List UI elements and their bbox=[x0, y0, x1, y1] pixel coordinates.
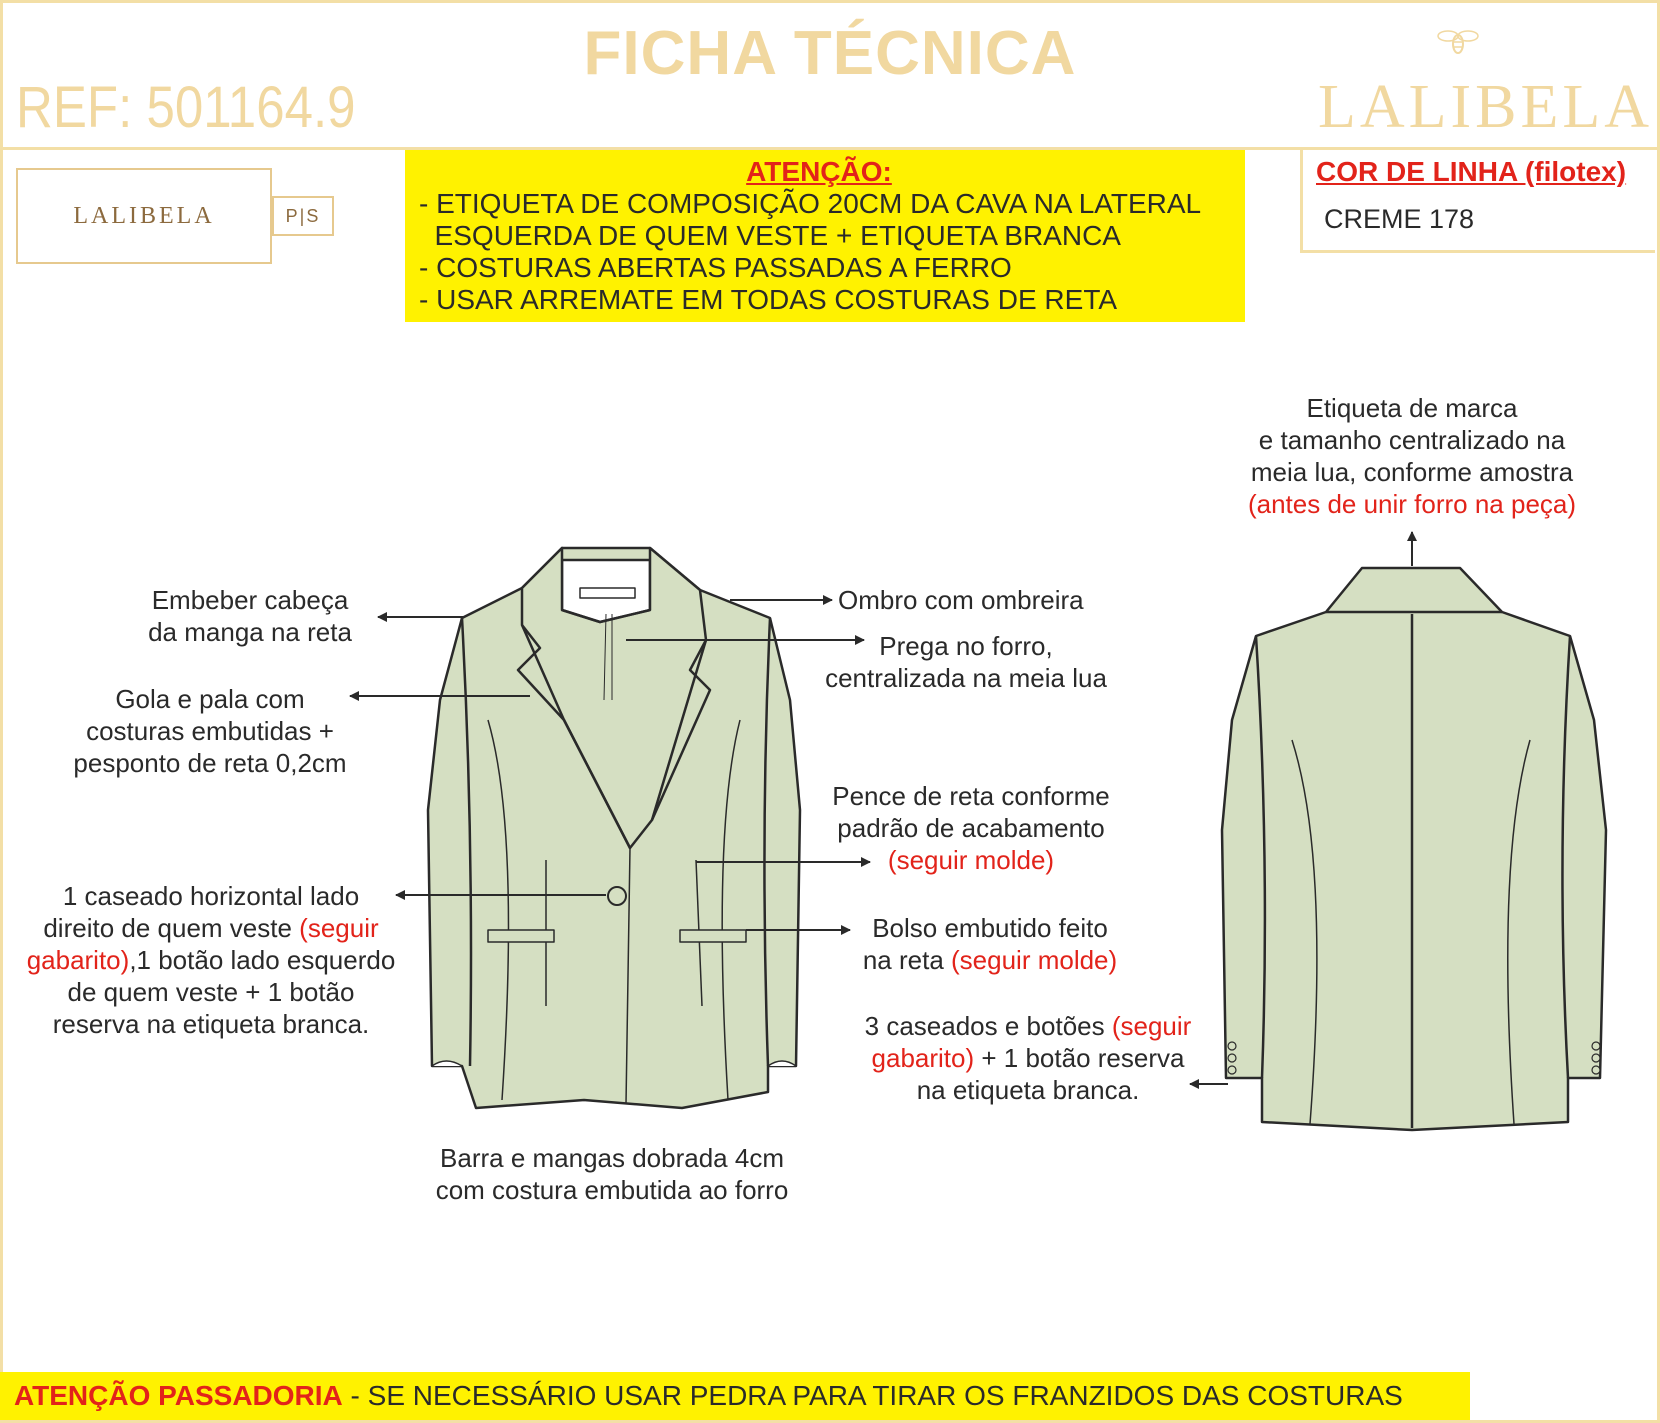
note-line: da manga na reta bbox=[148, 617, 352, 647]
note-line: costuras embutidas + bbox=[86, 716, 334, 746]
note-line bbox=[836, 1042, 1220, 1074]
note-line: Pence de reta conforme bbox=[832, 781, 1110, 811]
attention-line: - ETIQUETA DE COMPOSIÇÃO 20CM DA CAVA NA LATERAL bbox=[419, 188, 1202, 219]
note-bolso bbox=[840, 912, 1140, 976]
note-text: ,1 botão lado esquerdo bbox=[129, 945, 396, 975]
note-line: Gola e pala com bbox=[115, 684, 305, 714]
note-line: centralizada na meia lua bbox=[825, 663, 1107, 693]
note-text: 3 caseados e botões bbox=[864, 1011, 1112, 1041]
note-ombro bbox=[838, 584, 1084, 616]
note-line: de quem veste + 1 botão bbox=[67, 977, 355, 1007]
note-text: direito de quem veste bbox=[43, 913, 300, 943]
attention-line: - USAR ARREMATE EM TODAS COSTURAS DE RETA bbox=[419, 284, 1118, 315]
note-line bbox=[840, 944, 1140, 976]
note-line: padrão de acabamento bbox=[837, 813, 1105, 843]
note-line: e tamanho centralizado na bbox=[1258, 425, 1566, 455]
note-text: + 1 botão reserva bbox=[974, 1043, 1185, 1073]
footer-text: - SE NECESSÁRIO USAR PEDRA PARA TIRAR OS FRANZIDOS DAS COSTURAS bbox=[342, 1380, 1403, 1411]
thread-color-value: CREME 178 bbox=[1324, 204, 1475, 234]
note-line bbox=[836, 1010, 1220, 1042]
attention-line: ESQUERDA DE QUEM VESTE + ETIQUETA BRANCA bbox=[419, 220, 1121, 251]
note-barra bbox=[412, 1142, 812, 1206]
footer-label: ATENÇÃO PASSADORIA bbox=[14, 1380, 343, 1411]
note-pence bbox=[816, 780, 1126, 876]
note-gola bbox=[60, 683, 360, 779]
note-line: Ombro com ombreira bbox=[838, 585, 1084, 615]
brand-label: LALIBELA bbox=[16, 168, 272, 264]
note-text-red: gabarito) bbox=[26, 945, 130, 975]
note-line: 1 caseado horizontal lado bbox=[62, 881, 360, 911]
note-line: Etiqueta de marca bbox=[1306, 393, 1518, 423]
note-caseado bbox=[6, 880, 416, 1040]
note-line: (seguir molde) bbox=[887, 845, 1055, 875]
note-text-red: (seguir bbox=[1111, 1011, 1192, 1041]
attention-line: - COSTURAS ABERTAS PASSADAS A FERRO bbox=[419, 252, 1012, 283]
note-line: Embeber cabeça bbox=[151, 585, 349, 615]
note-text-red: (seguir bbox=[299, 913, 379, 943]
note-3caseados bbox=[836, 1010, 1220, 1106]
size-tab: P|S bbox=[272, 196, 334, 236]
note-line: (antes de unir forro na peça) bbox=[1247, 489, 1577, 519]
note-prega bbox=[806, 630, 1126, 694]
note-line: reserva na etiqueta branca. bbox=[52, 1009, 370, 1039]
note-line bbox=[6, 912, 416, 944]
note-line bbox=[6, 944, 416, 976]
note-line: Barra e mangas dobrada 4cm bbox=[440, 1143, 784, 1173]
note-etiqueta bbox=[1222, 392, 1602, 520]
footer-warning bbox=[0, 1372, 1470, 1420]
attention-heading: ATENÇÃO: bbox=[746, 156, 892, 187]
note-line: com costura embutida ao forro bbox=[435, 1175, 789, 1205]
note-line: pesponto de reta 0,2cm bbox=[73, 748, 347, 778]
note-line: meia lua, conforme amostra bbox=[1250, 457, 1574, 487]
note-line: Bolso embutido feito bbox=[872, 913, 1108, 943]
note-embeber bbox=[120, 584, 380, 648]
reference-code: REF: 501164.9 bbox=[16, 75, 356, 140]
thread-color-title: COR DE LINHA (filotex) bbox=[1316, 156, 1627, 187]
note-text-red: gabarito) bbox=[871, 1043, 975, 1073]
page-title: FICHA TÉCNICA bbox=[583, 19, 1077, 88]
back-jacket-body bbox=[1222, 568, 1606, 1130]
note-line: Prega no forro, bbox=[879, 631, 1053, 661]
note-text: na reta bbox=[862, 945, 951, 975]
note-line: na etiqueta branca. bbox=[916, 1075, 1140, 1105]
brand-logo: LALIBELA bbox=[1318, 73, 1654, 141]
note-text-red: (seguir molde) bbox=[951, 945, 1118, 975]
